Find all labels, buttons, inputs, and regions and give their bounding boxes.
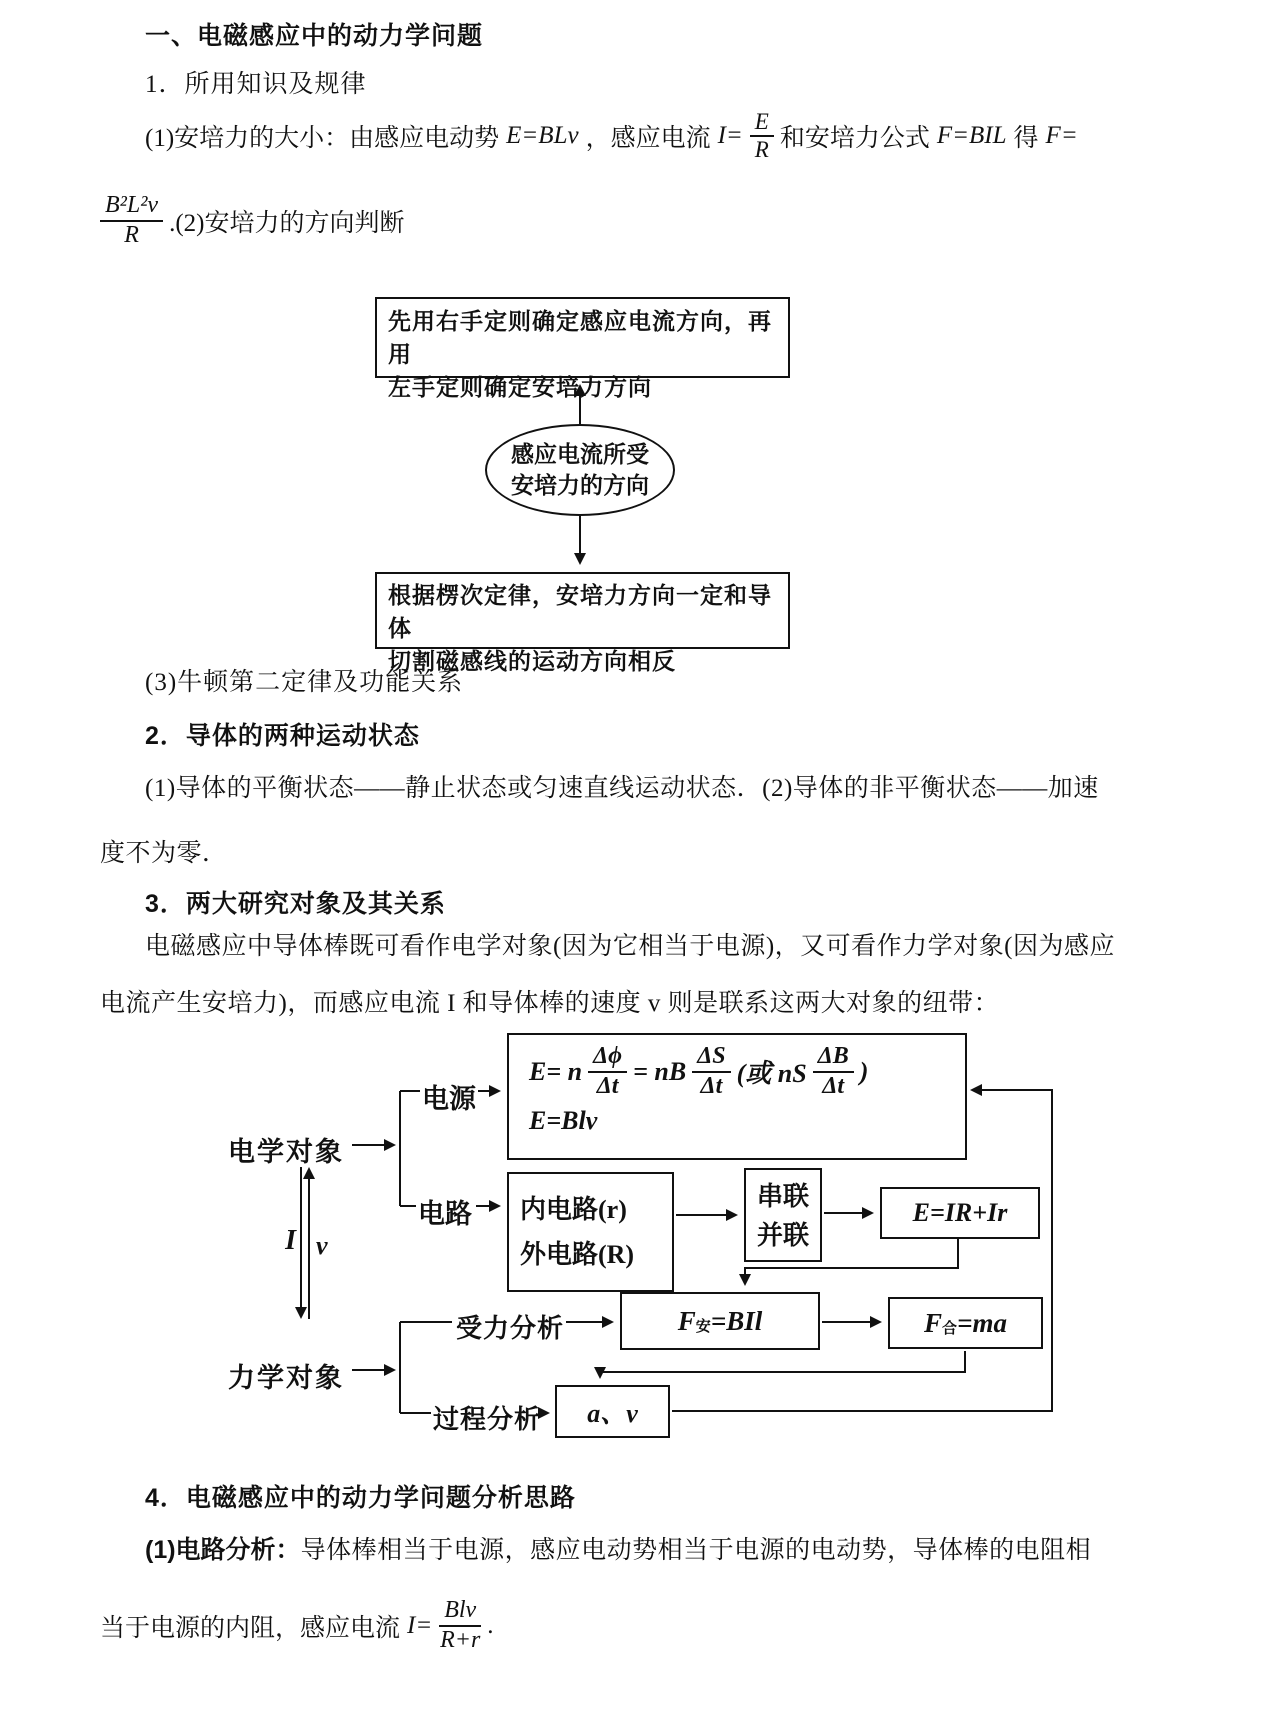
force-subscript: 合	[942, 1320, 958, 1337]
emf-term: = nB	[633, 1056, 687, 1086]
flowchart-ampere-force-direction	[375, 297, 790, 674]
paragraph-text: (1)安培力的大小：由感应电动势	[145, 125, 500, 152]
acceleration-velocity-box: a、v	[555, 1385, 670, 1438]
series-parallel-box	[744, 1168, 822, 1262]
fraction-denominator: Δt	[700, 1072, 723, 1099]
outer-circuit-line: 外电路(R)	[520, 1240, 635, 1269]
inner-circuit-line: 内电路(r)	[520, 1195, 627, 1224]
lenz-law-box	[375, 572, 790, 674]
fraction-numerator: ΔB	[813, 1043, 854, 1073]
inner-outer-circuit-box	[507, 1172, 674, 1292]
box-line: 切割磁感线的运动方向相反	[388, 649, 676, 674]
force-subscript: 安	[695, 1318, 711, 1335]
fraction-ds-dt	[692, 1043, 730, 1100]
box-line: 左手定则确定安培力方向	[388, 375, 652, 400]
fraction-numerator: Blv	[439, 1597, 481, 1627]
source-label: 电源	[422, 1084, 476, 1114]
circuit-analysis-bold-label: (1)电路分析：	[145, 1536, 301, 1564]
subheading-knowledge-rules: 1．所用知识及规律	[145, 71, 367, 98]
fraction-denominator: R	[754, 137, 769, 162]
emf-term: )	[859, 1056, 869, 1086]
emf-formula-line2: E=Blv	[529, 1106, 598, 1136]
paragraph-induced-current	[100, 1580, 493, 1672]
emf-term: (或 nS	[736, 1059, 807, 1089]
fraction-numerator: E	[750, 109, 774, 137]
formula-i-equals: I=	[407, 1612, 433, 1639]
fraction-numerator: ΔS	[692, 1043, 730, 1073]
process-analysis-label: 过程分析	[433, 1405, 542, 1434]
paragraph-text: 当于电源的内阻，感应电流	[100, 1615, 401, 1642]
ohm-law-box: E=IR+Ir	[880, 1187, 1040, 1239]
fraction-denominator: Δt	[822, 1072, 845, 1099]
force-symbol: F	[677, 1305, 696, 1336]
force-analysis-label: 受力分析	[456, 1314, 565, 1343]
formula-f-bil: F=BIL	[936, 122, 1007, 149]
force-formula: =BIl	[710, 1305, 763, 1336]
formula-f-equals: F=	[1045, 122, 1078, 149]
emf-formula-line1	[509, 1035, 965, 1100]
fraction-dphi-dt	[588, 1043, 627, 1100]
paragraph-two-objects-line2: 电流产生安培力)，而感应电流 I 和导体棒的速度 v 则是联系这两大对象的纽带：	[100, 990, 1000, 1017]
fraction-db-dt	[813, 1043, 854, 1100]
paragraph-text: 和安培力公式	[779, 125, 930, 152]
formula-i-equals: I=	[717, 122, 743, 149]
fraction-numerator: B²L²v	[100, 192, 163, 222]
section-heading-2: 2．导体的两种运动状态	[145, 722, 420, 750]
paragraph-text: .(2)安培力的方向判断	[169, 210, 405, 237]
fraction-e-over-r	[750, 109, 774, 164]
fraction-blv-over-rr	[439, 1597, 481, 1654]
force-formula: =ma	[957, 1307, 1007, 1338]
paragraph-motion-states-line2: 度不为零．	[100, 840, 228, 867]
mechanical-object-label: 力学对象	[228, 1363, 344, 1393]
emf-term: E= n	[529, 1056, 583, 1086]
velocity-symbol: v	[316, 1231, 328, 1260]
right-left-hand-rule-box	[375, 297, 790, 400]
paragraph-ampere-force-magnitude	[145, 102, 1085, 170]
parallel-line: 并联	[756, 1221, 809, 1250]
ampere-force-box	[620, 1292, 820, 1350]
fraction-denominator: Δt	[596, 1072, 619, 1099]
fraction-denominator: R	[124, 222, 139, 248]
net-force-to-av-connector	[600, 1351, 965, 1377]
ellipse-line: 感应电流所受	[511, 442, 649, 467]
box-line: 根据楞次定律，安培力方向一定和导体	[388, 583, 772, 641]
emf-formula-box	[507, 1033, 967, 1160]
fraction-denominator: R+r	[440, 1627, 481, 1653]
paragraph-text: ，感应电流	[585, 125, 711, 152]
circuit-label: 电路	[418, 1199, 472, 1229]
fraction-b2l2v-over-r	[100, 192, 163, 249]
paragraph-circuit-analysis	[145, 1530, 1091, 1566]
series-line: 串联	[756, 1182, 809, 1211]
paragraph-text: 得	[1013, 125, 1039, 152]
electrical-object-label: 电学对象	[228, 1137, 344, 1167]
paragraph-newton-second-law: (3)牛顿第二定律及功能关系	[145, 669, 464, 696]
ellipse-line: 安培力的方向	[511, 473, 649, 498]
section-heading-1: 一、电磁感应中的动力学问题	[145, 22, 484, 50]
section-heading-4: 4．电磁感应中的动力学问题分析思路	[145, 1484, 576, 1512]
fraction-numerator: Δϕ	[588, 1043, 627, 1073]
formula-e-blv: E=BLv	[506, 122, 579, 149]
net-force-box	[888, 1297, 1043, 1349]
force-symbol: F	[924, 1307, 943, 1338]
paragraph-text: 导体棒相当于电源，感应电动势相当于电源的电动势，导体棒的电阻相	[300, 1537, 1092, 1564]
paragraph-two-objects-line1: 电磁感应中导体棒既可看作电学对象(因为它相当于电源)，又可看作力学对象(因为感应	[145, 933, 1115, 960]
paragraph-text: .	[487, 1612, 494, 1639]
section-heading-3: 3．两大研究对象及其关系	[145, 890, 446, 918]
current-symbol: I	[285, 1225, 296, 1256]
ampere-direction-ellipse	[485, 424, 675, 516]
diagram-two-research-objects	[100, 1033, 1080, 1443]
paragraph-motion-states-line1: (1)导体的平衡状态——静止状态或匀速直线运动状态．(2)导体的非平衡状态——加速	[145, 775, 1099, 802]
paragraph-ampere-direction	[100, 180, 404, 262]
box-line: 先用右手定则确定感应电流方向，再用	[388, 309, 772, 367]
